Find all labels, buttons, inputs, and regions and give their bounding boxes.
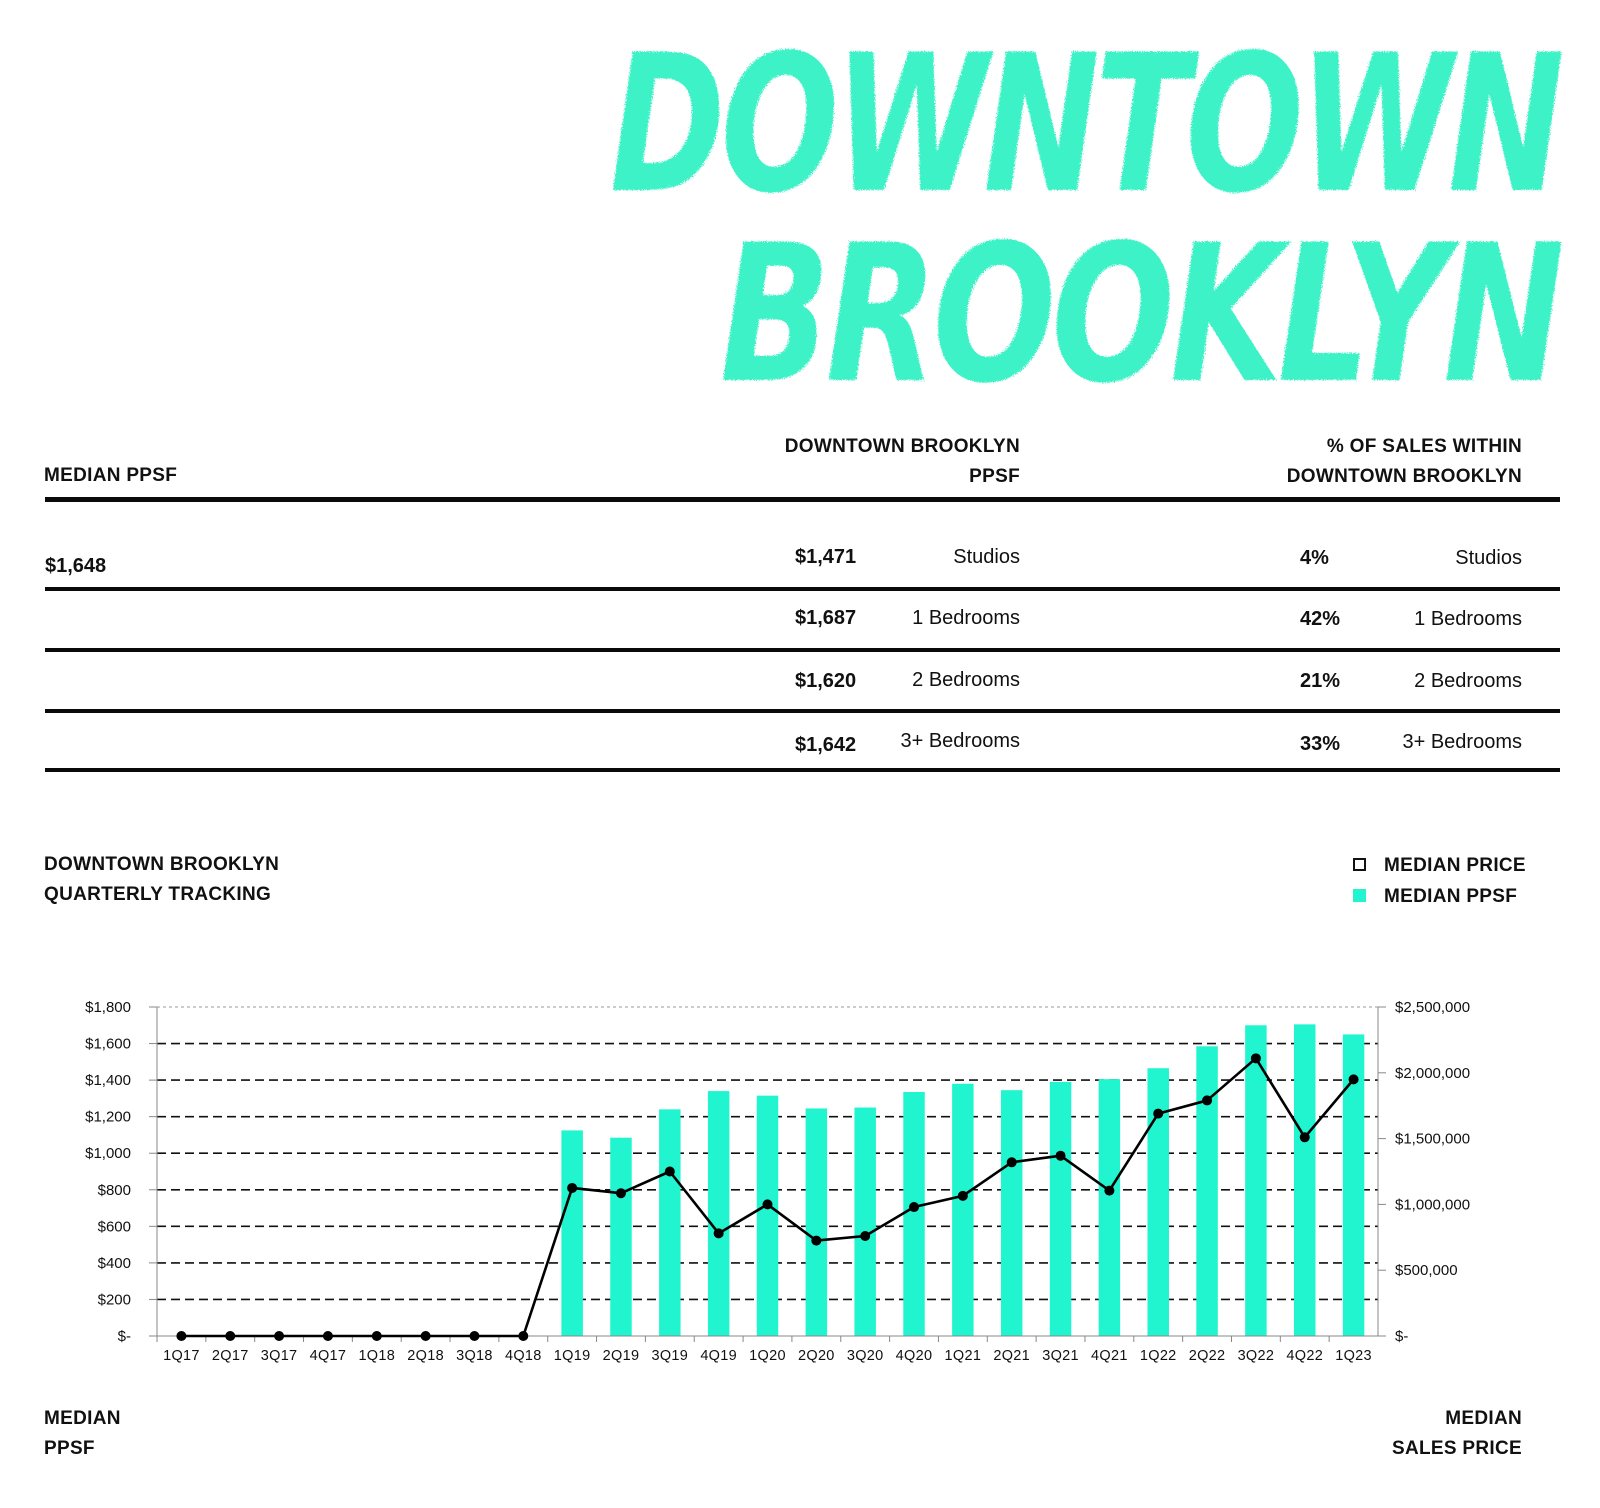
- x-axis-tick-label: 1Q21: [944, 1348, 982, 1364]
- ppsf-value-2-bedrooms: $1,620: [795, 670, 857, 692]
- ppsf-value-1-bedrooms: $1,687: [795, 607, 857, 629]
- median-price-point-4q19: [714, 1228, 724, 1238]
- x-axis-tick-label: 1Q20: [749, 1348, 786, 1364]
- table-top-rule: [45, 497, 1560, 502]
- ppsf-bar-3q21: [1050, 1082, 1071, 1336]
- right-axis-caption: [1300, 1404, 1522, 1464]
- x-axis-tick-label: 2Q22: [1188, 1348, 1226, 1364]
- ppsf-column-header-line1: DOWNTOWN BROOKLYN: [784, 436, 1020, 457]
- x-axis-tick-label: 3Q22: [1237, 1348, 1275, 1364]
- median-price-point-3q20: [860, 1231, 870, 1241]
- x-axis-tick-label: 1Q19: [553, 1348, 591, 1364]
- median-price-point-1q22: [1153, 1109, 1163, 1119]
- ppsf-value-3-plus-bedrooms: $1,642: [795, 734, 857, 756]
- right-axis-tick-label: $1,500,000: [1395, 1130, 1471, 1148]
- median-price-point-3q18: [469, 1331, 479, 1341]
- ppsf-value-studios: $1,471: [795, 546, 857, 568]
- hero-title: [560, 20, 1570, 420]
- median-price-legend-swatch: [1353, 858, 1366, 871]
- median-price-point-2q22: [1202, 1095, 1212, 1105]
- unit-type-2-bedrooms: 2 Bedrooms: [912, 669, 1020, 691]
- left-axis-caption-line2: PPSF: [44, 1438, 95, 1459]
- left-axis-tick-label: $1,400: [85, 1072, 131, 1090]
- x-axis-tick-label: 4Q21: [1091, 1348, 1128, 1364]
- left-axis-caption-line1: MEDIAN: [44, 1408, 121, 1429]
- x-axis-tick-label: 3Q21: [1042, 1348, 1079, 1364]
- median-price-point-1q18: [372, 1331, 382, 1341]
- sales-share-column-header: [1200, 432, 1522, 492]
- quarterly-tracking-chart: [0, 1000, 1600, 1420]
- median-price-point-3q19: [665, 1167, 675, 1177]
- sales-share-header-line1: % OF SALES WITHIN: [1326, 436, 1522, 457]
- ppsf-column-header-line2: PPSF: [969, 466, 1020, 487]
- left-axis-tick-label: $600: [97, 1218, 131, 1236]
- x-axis-tick-label: 1Q22: [1139, 1348, 1177, 1364]
- left-axis-tick-label: $-: [117, 1328, 131, 1345]
- ppsf-bar-1q20: [757, 1096, 778, 1336]
- sales-type-studios: Studios: [1455, 547, 1522, 569]
- x-axis-tick-label: 2Q17: [211, 1348, 249, 1364]
- x-axis-tick-label: 4Q19: [700, 1348, 737, 1364]
- median-price-point-1q19: [567, 1183, 577, 1193]
- hero-line-brooklyn: BROOKLYN: [720, 204, 1563, 420]
- ppsf-bar-4q21: [1099, 1079, 1120, 1336]
- x-axis-tick-label: 2Q18: [407, 1348, 444, 1364]
- right-axis-caption-line1: MEDIAN: [1445, 1408, 1522, 1429]
- median-price-point-3q22: [1251, 1053, 1261, 1063]
- ppsf-bar-4q19: [708, 1091, 729, 1336]
- sales-share-3-plus-bedrooms: 33%: [1300, 733, 1341, 755]
- sales-type-2-bedrooms: 2 Bedrooms: [1414, 670, 1522, 692]
- table-row-rule: [45, 648, 1560, 652]
- x-axis-tick-label: 1Q17: [163, 1348, 200, 1364]
- right-axis-caption-line2: SALES PRICE: [1392, 1438, 1522, 1459]
- median-price-point-4q21: [1104, 1186, 1114, 1196]
- tracking-title: [44, 850, 279, 910]
- x-axis-tick-label: 4Q22: [1286, 1348, 1324, 1364]
- sales-share-header-line2: DOWNTOWN BROOKLYN: [1286, 466, 1522, 487]
- x-axis-tick-label: 2Q21: [993, 1348, 1031, 1364]
- hero-line-downtown: DOWNTOWN: [610, 20, 1563, 235]
- median-price-legend-label: MEDIAN PRICE: [1384, 855, 1526, 876]
- ppsf-bar-2q21: [1001, 1090, 1022, 1336]
- unit-type-1-bedrooms: 1 Bedrooms: [912, 607, 1020, 629]
- sales-type-3-plus-bedrooms: 3+ Bedrooms: [1402, 731, 1522, 753]
- x-axis-tick-label: 1Q18: [358, 1348, 396, 1364]
- ppsf-bar-1q19: [561, 1130, 582, 1336]
- right-axis-tick-label: $-: [1395, 1328, 1409, 1345]
- x-axis-tick-label: 3Q18: [456, 1348, 493, 1364]
- right-axis-tick-label: $2,000,000: [1395, 1064, 1471, 1082]
- x-axis-tick-label: 2Q19: [602, 1348, 640, 1364]
- median-ppsf-label: MEDIAN PPSF: [44, 465, 178, 486]
- ppsf-bar-3q19: [659, 1109, 680, 1336]
- ppsf-bar-1q21: [952, 1084, 973, 1336]
- ppsf-bar-1q22: [1147, 1068, 1168, 1336]
- right-axis-tick-label: $2,500,000: [1395, 1000, 1471, 1016]
- table-row-rule: [45, 709, 1560, 713]
- median-ppsf-value: $1,648: [45, 555, 107, 577]
- unit-type-3-plus-bedrooms: 3+ Bedrooms: [900, 730, 1020, 752]
- left-axis-tick-label: $1,800: [85, 1000, 131, 1016]
- x-axis-tick-label: 4Q17: [309, 1348, 347, 1364]
- x-axis-tick-label: 3Q19: [651, 1348, 689, 1364]
- left-axis-tick-label: $1,000: [85, 1145, 131, 1163]
- left-axis-tick-label: $800: [97, 1181, 131, 1199]
- tracking-title-line1: DOWNTOWN BROOKLYN: [44, 854, 280, 875]
- x-axis-tick-label: 3Q20: [846, 1348, 884, 1364]
- median-price-point-2q17: [225, 1331, 235, 1341]
- median-ppsf-legend-swatch: [1353, 889, 1366, 902]
- left-axis-tick-label: $400: [97, 1254, 131, 1272]
- median-price-point-2q18: [421, 1331, 431, 1341]
- hero-title-art: [560, 20, 1570, 420]
- ppsf-bar-4q20: [903, 1092, 924, 1336]
- left-axis-tick-label: $1,200: [85, 1108, 131, 1126]
- median-price-point-3q21: [1056, 1151, 1066, 1161]
- median-price-point-2q21: [1007, 1157, 1017, 1167]
- ppsf-bar-2q22: [1196, 1046, 1217, 1336]
- median-price-point-1q21: [958, 1191, 968, 1201]
- median-ppsf-legend-label: MEDIAN PPSF: [1384, 886, 1518, 907]
- chart-legend: [1352, 851, 1527, 915]
- x-axis-tick-label: 4Q18: [504, 1348, 542, 1364]
- sales-share-2-bedrooms: 21%: [1300, 670, 1341, 692]
- median-price-point-1q23: [1349, 1074, 1359, 1084]
- left-axis-tick-label: $200: [97, 1291, 131, 1309]
- median-price-point-1q17: [176, 1331, 186, 1341]
- tracking-title-line2: QUARTERLY TRACKING: [44, 884, 272, 905]
- x-axis-tick-label: 4Q20: [895, 1348, 933, 1364]
- left-axis-caption: [44, 1404, 121, 1464]
- median-price-point-2q19: [616, 1188, 626, 1198]
- median-price-point-4q18: [518, 1331, 528, 1341]
- x-axis-tick-label: 2Q20: [798, 1348, 835, 1364]
- sales-share-studios: 4%: [1300, 547, 1329, 569]
- right-axis-tick-label: $1,000,000: [1395, 1196, 1471, 1214]
- sales-share-1-bedrooms: 42%: [1300, 608, 1341, 630]
- median-price-point-1q20: [763, 1199, 773, 1209]
- median-price-point-3q17: [274, 1331, 284, 1341]
- median-price-point-2q20: [811, 1236, 821, 1246]
- sales-type-1-bedrooms: 1 Bedrooms: [1414, 608, 1522, 630]
- ppsf-bar-2q19: [610, 1138, 631, 1336]
- unit-type-studios: Studios: [953, 546, 1020, 568]
- ppsf-column-header: [700, 432, 1020, 492]
- left-axis-tick-label: $1,600: [85, 1035, 131, 1053]
- median-price-point-4q17: [323, 1331, 333, 1341]
- table-bottom-rule: [45, 768, 1560, 772]
- median-price-point-4q20: [909, 1202, 919, 1212]
- table-row-rule: [45, 587, 1560, 591]
- median-price-point-4q22: [1300, 1132, 1310, 1142]
- ppsf-bar-3q20: [854, 1108, 875, 1336]
- right-axis-tick-label: $500,000: [1395, 1262, 1458, 1280]
- ppsf-bar-2q20: [806, 1108, 827, 1336]
- x-axis-tick-label: 3Q17: [260, 1348, 298, 1364]
- ppsf-bar-4q22: [1294, 1024, 1315, 1336]
- x-axis-tick-label: 1Q23: [1335, 1348, 1372, 1364]
